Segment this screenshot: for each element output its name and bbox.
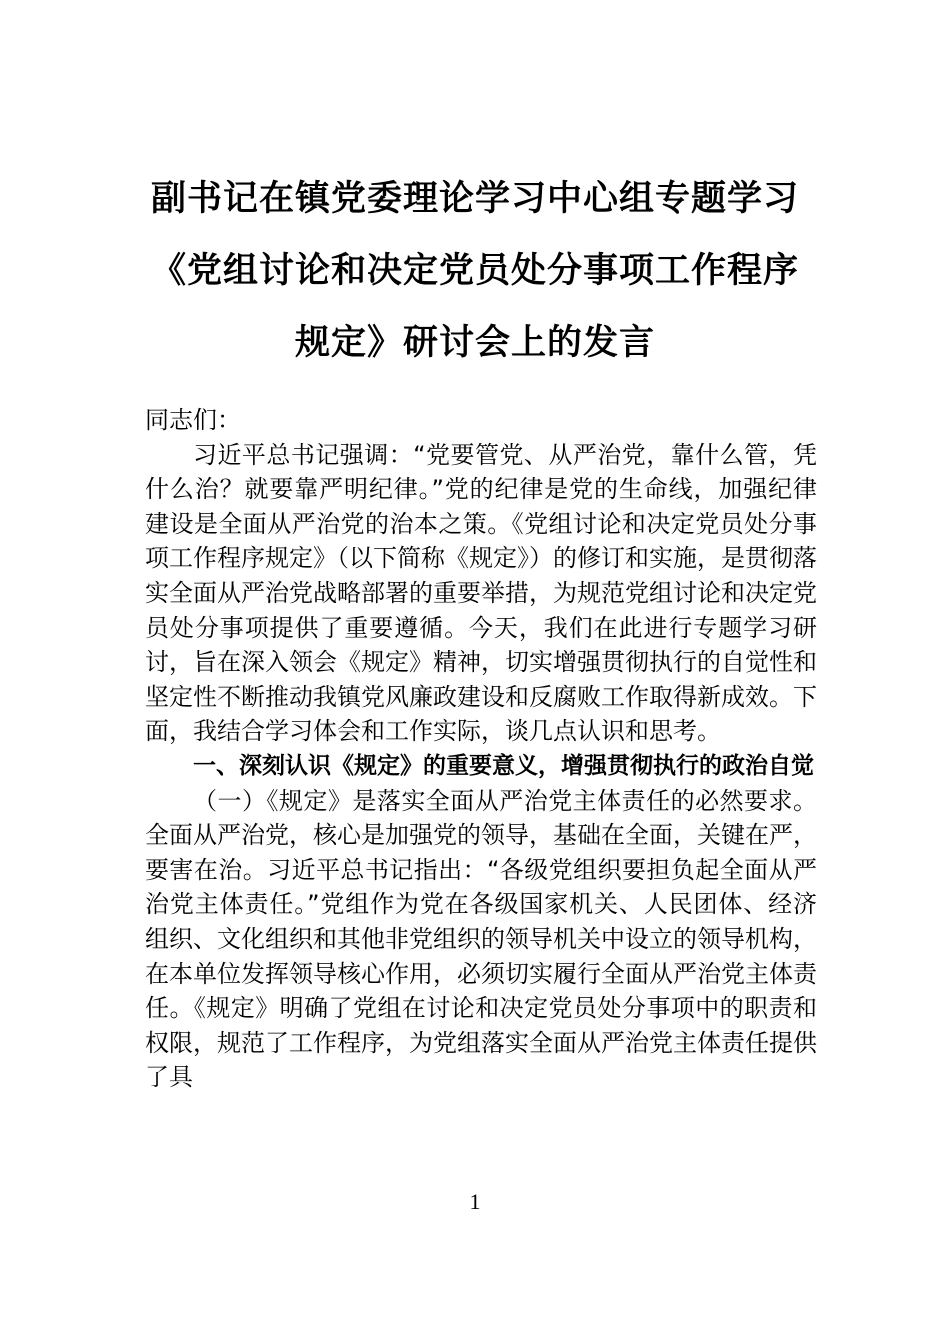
salutation: 同志们：	[145, 406, 241, 434]
document-body	[145, 403, 817, 1095]
title-line-3: 规定》研讨会上的发言	[294, 323, 655, 363]
body-paragraph: 习近平总书记强调：“党要管党、从严治党，靠什么管，凭什么治？就要靠严明纪律。”党的纪律是党的生命线，加强纪律建设是全面从严治党的治本之策。《党组讨论和决定党员处分事项工作程序规定》（以下简称《规定》）的修订和实施，是贯彻落实全面从严治党战略部署的重要举措，为规范党组讨论和决定党员处分事项提供了重要遵循。今天，我们在此进行专题学习研讨，旨在深入领会《规定》精神，切实增强贯彻执行的自觉性和坚定性不断推动我镇党风廉政建设和反腐败工作取得新成效。下面，我结合学习体会和工作实际，谈几点认识和思考。	[145, 440, 817, 746]
title-line-2: 《党组讨论和决定党员处分事项工作程序	[150, 251, 799, 291]
title-line-1: 副书记在镇党委理论学习中心组专题学习	[150, 179, 799, 219]
page-number: 1	[469, 1189, 481, 1214]
document-title	[120, 163, 830, 379]
section-heading: 一、深刻认识《规定》的重要意义，增强贯彻执行的政治自觉	[193, 751, 814, 779]
body-paragraph: （一）《规定》是落实全面从严治党主体责任的必然要求。全面从严治党，核心是加强党的领导，基础在全面，关键在严，要害在治。习近平总书记指出：“各级党组织要担负起全面从严治党主体责任。”党组作为党在各级国家机关、人民团体、经济组织、文化组织和其他非党组织的领导机关中设立的领导机构，在本单位发挥领导核心作用，必须切实履行全面从严治党主体责任。《规定》明确了党组在讨论和决定党员处分事项中的职责和权限，规范了工作程序，为党组落实全面从严治党主体责任提供了具	[145, 786, 817, 1092]
